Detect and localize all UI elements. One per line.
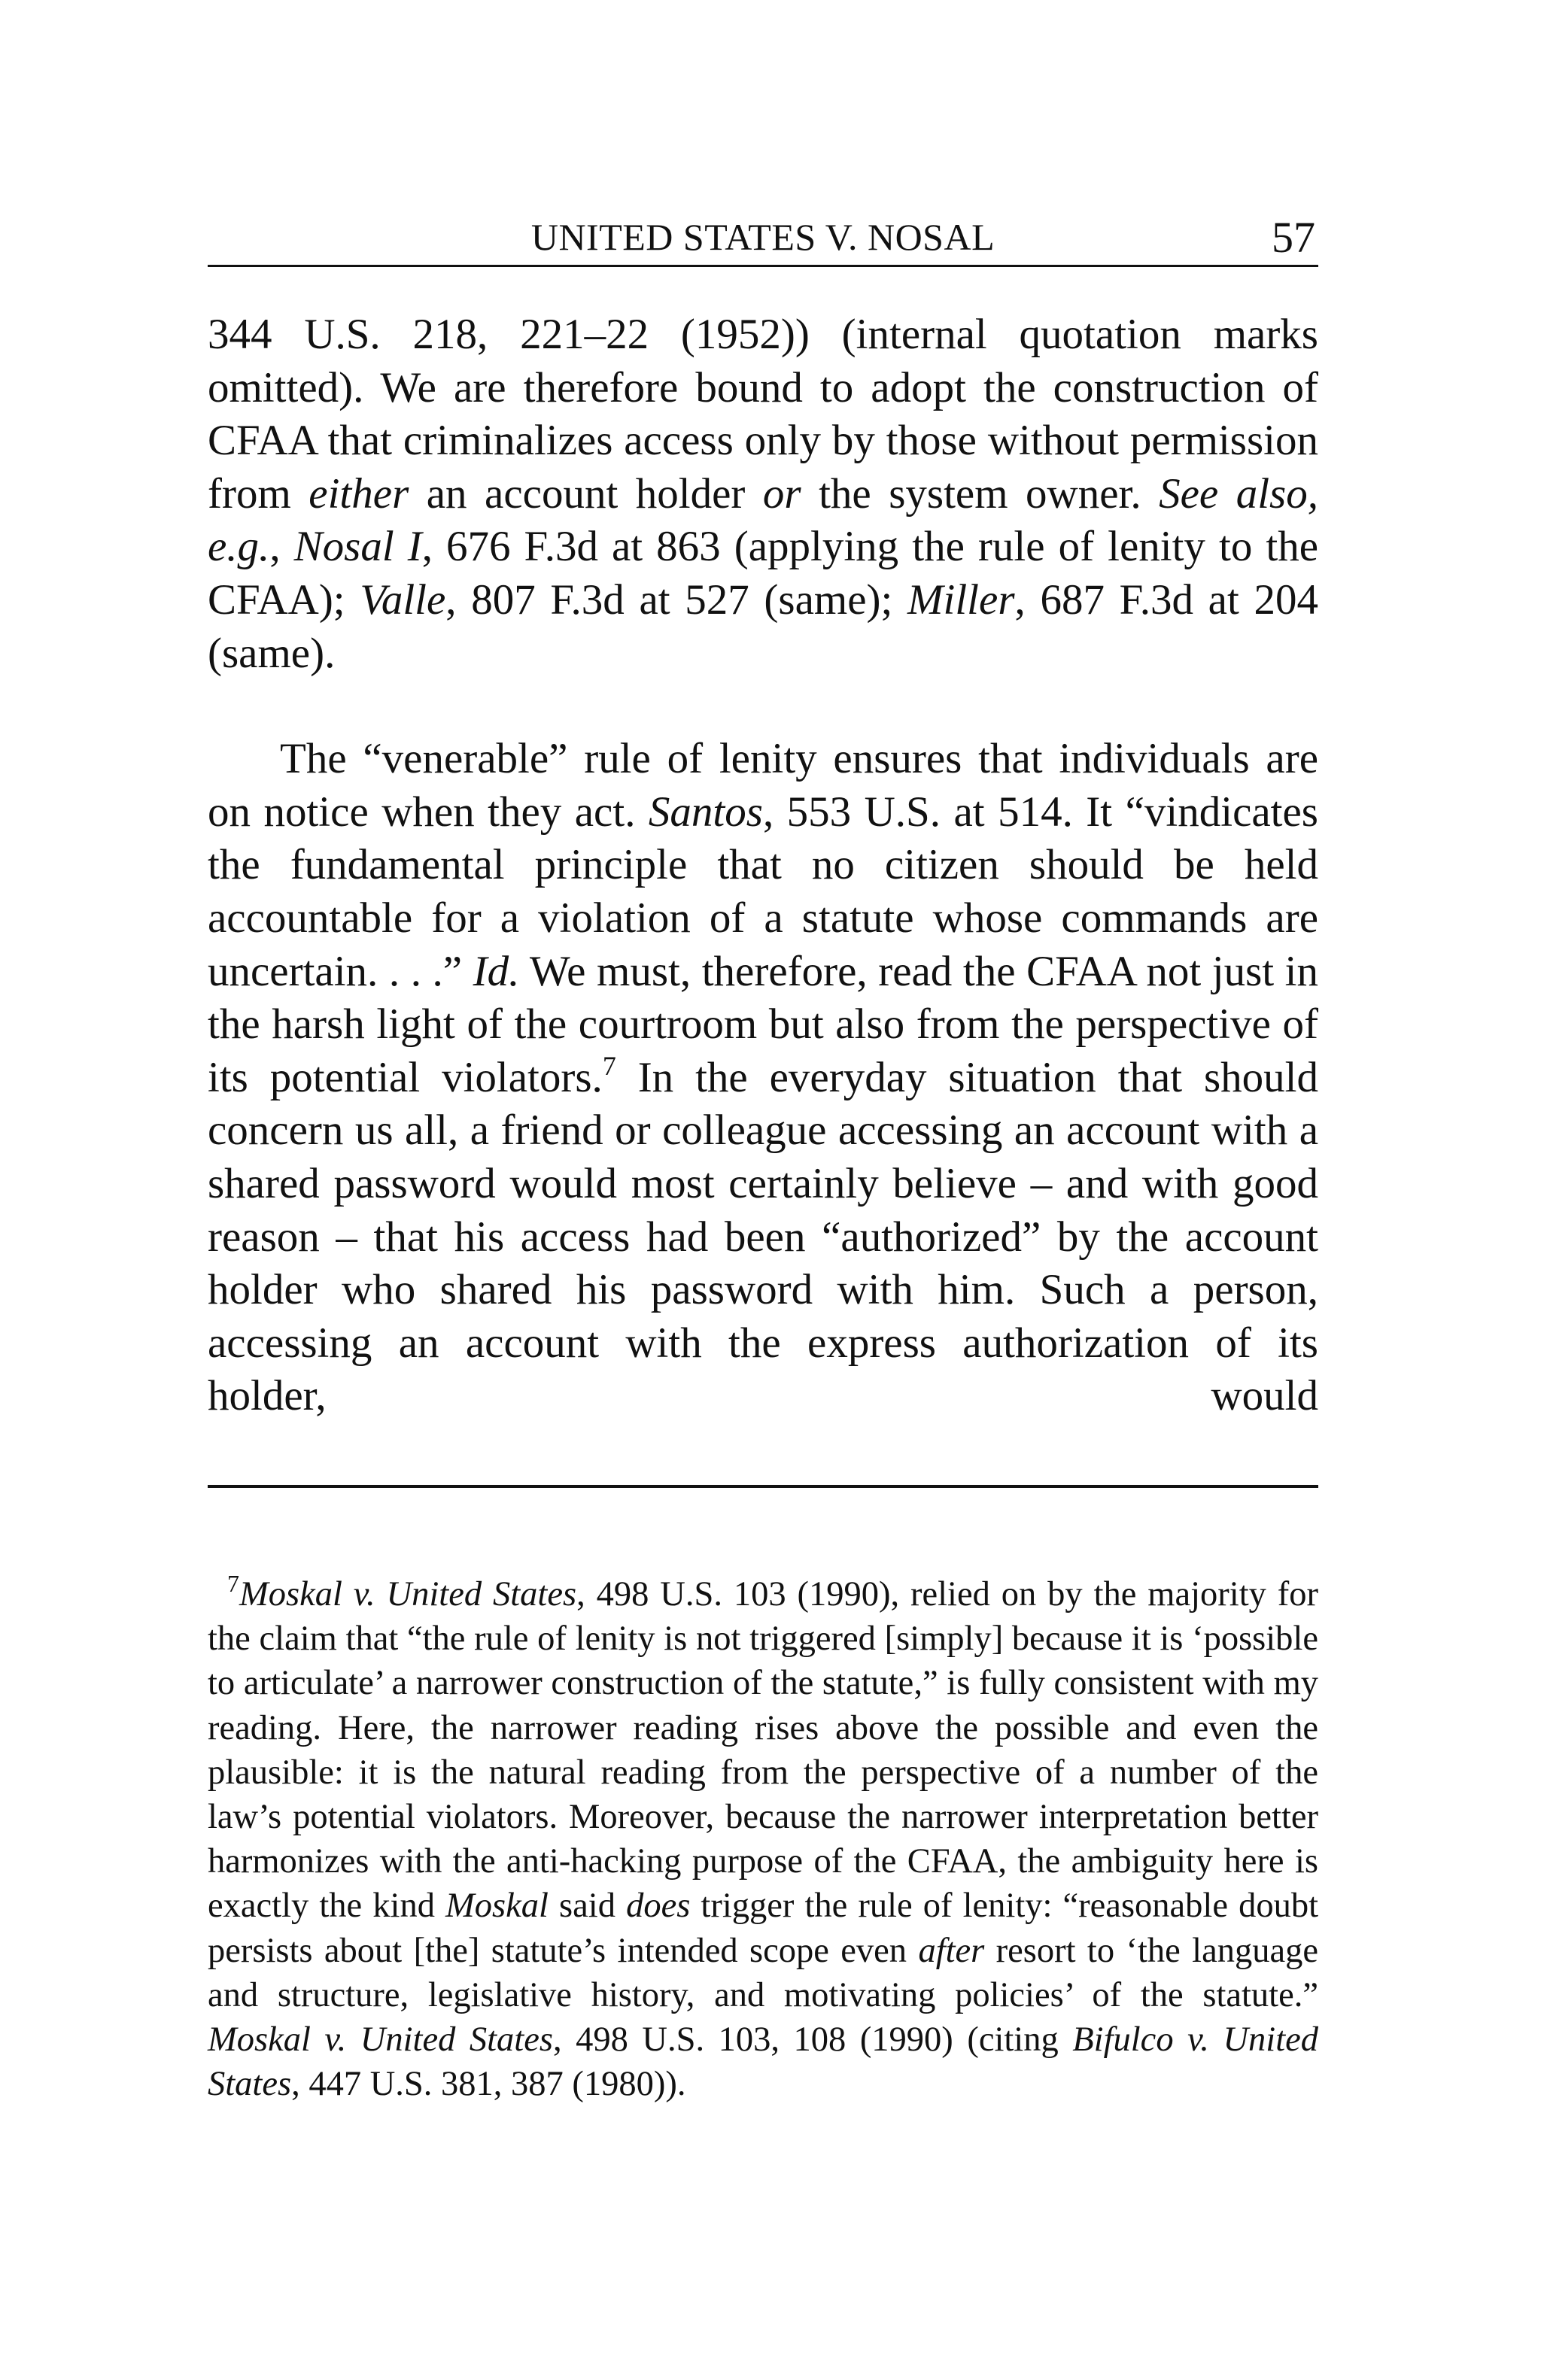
footnote-divider xyxy=(208,1485,1318,1488)
text-run: an account holder xyxy=(409,469,763,518)
italic-run: Moskal xyxy=(445,1887,549,1926)
italic-run: Id. xyxy=(473,947,520,995)
italic-run: after xyxy=(918,1931,985,1970)
body-text xyxy=(208,308,1318,1423)
text-run: trigger the rule of lenity: “reasonable doubt persists about [the] statute’s intended scope even xyxy=(208,1887,1319,1970)
text-run: , 498 U.S. 103, 108 (1990) (citing xyxy=(552,2020,1073,2060)
running-head-part: NITED xyxy=(558,216,673,258)
italic-run: either xyxy=(309,469,409,518)
italic-run: Valle xyxy=(360,575,446,624)
running-head-part: TATES xyxy=(704,216,816,258)
running-head-part: OSAL xyxy=(895,216,995,258)
running-head-part: V. xyxy=(816,216,868,258)
text-run: In the everyday situation that should concern us all, a friend or colleague accessing an account with a shared password would most certainly believe – and with good reason – that his access had been “authorized” by the account holder who shared his password with him. Such a person, accessing an account with the express authorization of its holder, would xyxy=(208,1053,1318,1420)
paragraph-2 xyxy=(208,733,1318,1423)
text-run: We must, therefore, read the CFAA not just in the harsh light of the courtroom but also from the perspective of its potential violators. xyxy=(208,947,1319,1101)
text-run: The “venerable” rule of lenity ensures that individuals are on notice when they act. xyxy=(208,735,1318,836)
text-run: , 447 U.S. 381, 387 (1980)). xyxy=(291,2065,686,2104)
italic-run: See also, e.g. xyxy=(208,469,1318,571)
italic-run: Moskal v. United States xyxy=(239,1575,577,1613)
text-run: , 676 F.3d at 863 (applying the rule of lenity to the CFAA); xyxy=(208,523,1318,624)
text-run: , xyxy=(269,523,294,571)
footnote-mark: 7 xyxy=(227,1570,239,1597)
italic-run: Moskal v. United States xyxy=(208,2020,553,2060)
text-run: said xyxy=(548,1887,627,1926)
running-head-part: S xyxy=(673,216,705,258)
running-head-part: U xyxy=(530,216,559,258)
italic-run: Santos xyxy=(648,788,763,836)
italic-run: Nosal I xyxy=(293,523,422,571)
running-head-part: N xyxy=(867,216,895,258)
italic-run: Bifulco v. United States xyxy=(208,2020,1319,2104)
paragraph-1 xyxy=(208,308,1318,680)
running-head xyxy=(208,215,1318,259)
text-run: , 687 F.3d at 204 (same). xyxy=(208,575,1318,677)
page-number: 57 xyxy=(1272,213,1315,262)
text-run: , 807 F.3d at 527 (same); xyxy=(445,575,908,624)
text-run: 344 U.S. 218, 221–22 (1952)) (internal quotation marks omitted). We are therefore bound to adopt the construction of CFAA that criminalizes access only by those without permission from xyxy=(208,311,1318,518)
italic-run: does xyxy=(626,1887,691,1926)
footnote-7 xyxy=(208,1572,1318,2106)
text-run: , 498 U.S. 103 (1990), relied on by the majority for the claim that “the rule of lenity is not triggered [simply] because it is ‘possible to articulate’ a narrower construction of the statute,” is fully consistent with my reading. Here, the narrower reading rises above the possible and even the plausible: it is the natural reading from the perspective of a number of the law’s potential violators. Moreover, because the narrower interpretation better harmonizes with the anti-hacking purpose of the CFAA, the ambiguity here is exactly the kind xyxy=(208,1575,1318,1926)
text-run: resort to ‘the language and structure, legislative history, and motivating policies’ of the statute.” xyxy=(208,1931,1318,2014)
footnote-reference: 7 xyxy=(602,1050,616,1081)
text-run: the system owner. xyxy=(801,469,1160,518)
document-page xyxy=(208,0,1318,2380)
footnote-paragraph xyxy=(208,1572,1318,2106)
text-run: , 553 U.S. at 514. It “vindicates the fundamental principle that no citizen should be held accountable for a violation of a statute whose commands are uncertain. . . .” xyxy=(208,788,1318,995)
page-header xyxy=(208,212,1318,267)
italic-run: or xyxy=(762,469,801,518)
italic-run: Miller xyxy=(907,575,1015,624)
